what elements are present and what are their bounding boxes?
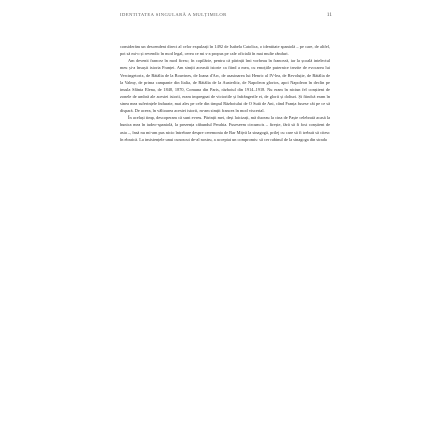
page-number: 11 bbox=[326, 12, 332, 18]
paragraph-1: considerăm un descendent direct al celor expulzați în 1492 de Isabela Catolica, o identitate spaniolă – pe care, de altfel, pot să mi-o și revendic în mod legal, cerea ce mi s-a propus pe cale oficială în mai multe rânduri. bbox=[120, 44, 330, 57]
paragraph-2: Am devenit francez în mod firesc; în copilărie, pentru că părinții îmi vorbeau în franceză, iar la școală intelectul meu și-a însușit istoria Franței. Am simțit această istorie ca fiind a mea, cu emoțiile puternice trezite de evocarea lui Vercingetorix, de Bătălia de la Bouvines, de Ioana d'Arc, de asasinarea lui Henric al IV-lea, de Revoluție, de Bătălia de la Valmy, de prima campanie din Italia, de Bătălia de la Austerlitz, de Napoleon glorios, apoi Napoleon în declin pe insula Sfânta Elena, de 1848, 1870, Comuna din Paris, războiul din 1914–1918. Nu eram în niciun fel conștient de zonele de umbră ale acestei istorii, eram impregnat de victoriile și înfrângerile ei, de glorii și dolturi. Și fiindcă eram în sinea mea suferințele îndurate, mai ales pe cele din timpul Războiului de O Sută de Ani, când Franța fusese cât pe ce să dispară. De aceea, în vâltoarea acestei istorii, m-am simțit francez în mod viscerial. bbox=[120, 58, 330, 114]
page-body bbox=[120, 43, 330, 143]
running-head bbox=[120, 12, 332, 18]
paragraph-3: În același timp, descoperam că sunt evreu. Părinții mei, deși laicizați, mă duceau la cina de Paște celebrată acasă la bunica mea în iudeo-spaniolă, la prezența căbundul Perahia. Fuseseem circumcis – firește, fără să fi fost conștient de asta –, însă nu mi-am pus nicio întrebare despre ceremonia de Bar Mițvă la sinagogă, prilej cu care să fi trebuit să citesc în ebraică. La insistențele unui cunoscut de-al nostru, a acceptat un compromis: să cer rabinul de la sinagoga din strada bbox=[120, 115, 330, 142]
running-head-title: IDENTITATEA SINGULARĂ A MULȚIMILOR bbox=[120, 12, 227, 17]
